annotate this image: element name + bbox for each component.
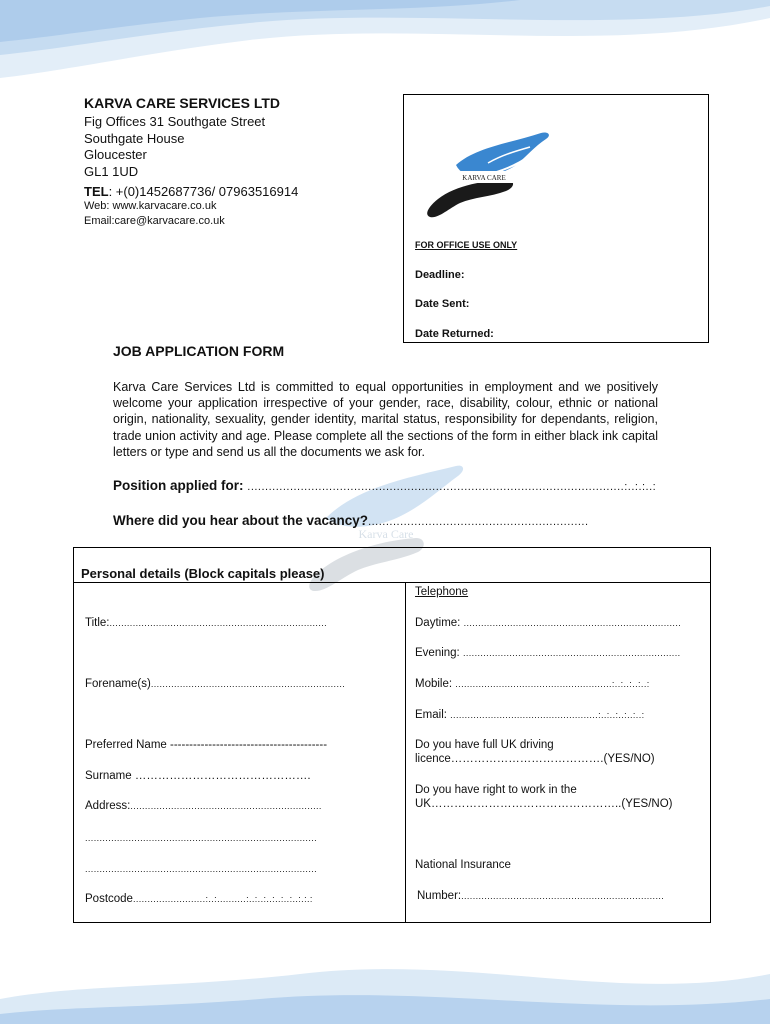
- daytime-field[interactable]: [415, 616, 681, 630]
- deadline-label: Deadline:: [415, 269, 465, 281]
- tel-value: : +(0)1452687736/ 07963516914: [108, 184, 299, 199]
- forename-label: Forename(s): [85, 678, 151, 690]
- email-input-line[interactable]: ...................................................:..:..:..:..:..:: [450, 710, 645, 720]
- vacancy-input-line[interactable]: ..............................................................: [368, 516, 589, 528]
- national-insurance-label: National Insurance: [415, 859, 511, 871]
- email-field[interactable]: [415, 708, 645, 722]
- right-to-work-question[interactable]: [415, 783, 672, 811]
- title-input-line[interactable]: ...........................................................................: [109, 618, 328, 628]
- ni-number-field[interactable]: [417, 889, 664, 903]
- evening-input-line[interactable]: ...........................................................................: [462, 648, 681, 658]
- vacancy-source-row[interactable]: [113, 513, 589, 528]
- address-field[interactable]: [85, 799, 322, 813]
- postcode-label: Postcode: [85, 893, 133, 905]
- evening-field[interactable]: [415, 646, 681, 660]
- form-title: JOB APPLICATION FORM: [113, 343, 285, 359]
- personal-details-table: [73, 547, 711, 923]
- company-telephone: [84, 184, 298, 199]
- address-line-3-field[interactable]: [85, 862, 317, 876]
- telephone-heading: Telephone: [415, 586, 469, 598]
- address-input-line-2[interactable]: ................................................................................: [85, 833, 318, 843]
- surname-label: Surname: [85, 770, 132, 782]
- preferred-name-input-line[interactable]: -----------------------------------------: [170, 739, 328, 751]
- ni-number-input-line[interactable]: ......................................................................: [461, 891, 665, 901]
- forename-input-line[interactable]: ...................................................................: [150, 679, 346, 689]
- office-use-box: [403, 94, 709, 343]
- email-label: Email:: [415, 709, 447, 721]
- position-applied-row[interactable]: [113, 478, 656, 493]
- evening-label: Evening:: [415, 647, 460, 659]
- table-column-divider: [405, 582, 406, 922]
- watermark-text: Karva Care: [358, 527, 414, 541]
- company-email: Email:care@karvacare.co.uk: [84, 215, 225, 227]
- office-use-heading: FOR OFFICE USE ONLY: [415, 240, 518, 250]
- mobile-label: Mobile:: [415, 678, 453, 690]
- tel-label: TEL: [84, 184, 109, 199]
- karva-care-logo: [416, 125, 556, 220]
- uk-driving-licence-question[interactable]: [415, 738, 655, 766]
- ni-number-label: Number:: [417, 890, 462, 902]
- address-input-line-3[interactable]: ................................................................................: [85, 864, 318, 874]
- address-line-1: Fig Offices 31 Southgate Street: [84, 114, 266, 129]
- position-input-line[interactable]: ..........................................................................................................:..:.:..:: [247, 481, 657, 493]
- intro-paragraph: Karva Care Services Ltd is committed to equal opportunities in employment and we positively welcome your application irrespective of your gender, race, disability, colour, ethnic or national origin, nationality, sexuality, gender identity, marital status, responsibility for dependants, religion, trade union activity and age. Please complete all the sections of the form in either black ink capital letters or type and send us all the documents we ask for.: [113, 380, 658, 459]
- surname-input-line[interactable]: ……………………………………….: [134, 770, 311, 782]
- position-label: Position applied for:: [113, 478, 244, 493]
- title-field[interactable]: [85, 616, 327, 630]
- forename-field[interactable]: [85, 677, 345, 691]
- address-line-2-field[interactable]: [85, 831, 317, 845]
- preferred-name-field[interactable]: [85, 738, 327, 752]
- surname-field[interactable]: [85, 769, 311, 783]
- postcode-input-line[interactable]: .........................:..:..........:..:..:..:..:..:..:.:.:: [132, 894, 313, 904]
- daytime-input-line[interactable]: ...........................................................................: [463, 618, 682, 628]
- company-name: KARVA CARE SERVICES LTD: [84, 95, 281, 111]
- address-line-3: Gloucester: [84, 147, 147, 162]
- header-wave-decoration: [0, 0, 770, 90]
- date-returned-label: Date Returned:: [415, 328, 494, 340]
- table-divider: [74, 582, 710, 583]
- uk-driving-line-2[interactable]: licence………………………………….(YES/NO): [415, 753, 655, 765]
- company-details: [84, 95, 298, 229]
- vacancy-label: Where did you hear about the vacancy?: [113, 513, 369, 528]
- daytime-label: Daytime:: [415, 617, 461, 629]
- logo-text: KARVA CARE: [462, 174, 506, 182]
- right-to-work-line-1: Do you have right to work in the: [415, 784, 577, 796]
- title-label: Title:: [85, 617, 110, 629]
- company-website: Web: www.karvacare.co.uk: [84, 200, 217, 212]
- address-line-4: GL1 1UD: [84, 163, 139, 179]
- mobile-field[interactable]: [415, 677, 650, 691]
- mobile-input-line[interactable]: ......................................................:..:..:..:..:: [455, 679, 650, 689]
- postcode-field[interactable]: [85, 892, 313, 906]
- footer-wave-decoration: [0, 944, 770, 1024]
- address-input-line-1[interactable]: ..................................................................: [130, 801, 322, 811]
- right-to-work-line-2[interactable]: UK…………………………………………..(YES/NO): [415, 798, 673, 810]
- preferred-name-label: Preferred Name: [85, 739, 167, 751]
- date-sent-label: Date Sent:: [415, 298, 470, 310]
- personal-details-heading: Personal details (Block capitals please): [81, 566, 325, 581]
- uk-driving-line-1: Do you have full UK driving: [415, 739, 554, 751]
- address-line-2: Southgate House: [84, 130, 185, 146]
- address-label: Address:: [85, 800, 131, 812]
